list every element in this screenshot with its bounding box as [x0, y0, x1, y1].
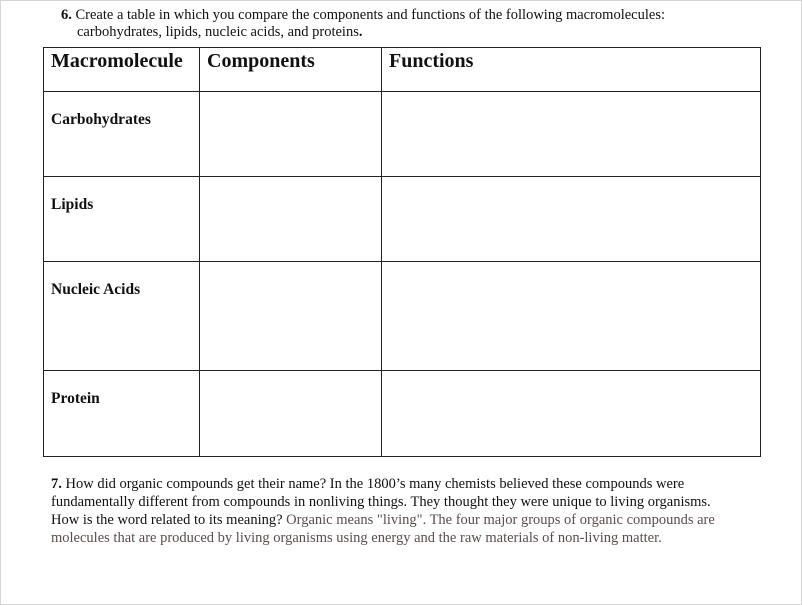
question-6-line2: carbohydrates, lipids, nucleic acids, and proteins [77, 24, 359, 40]
question-7 [51, 475, 751, 547]
table-header-row [44, 48, 761, 92]
question-7-text-block [51, 475, 751, 511]
table-row [44, 177, 761, 262]
question-6-period: . [358, 24, 363, 40]
row-label-protein: Protein [44, 371, 200, 457]
row-label-lipids: Lipids [44, 177, 200, 262]
question-7-prompt: How is the word related to its meaning? [51, 512, 283, 528]
macromolecule-table [43, 47, 761, 457]
table-row [44, 371, 761, 457]
table-row [44, 262, 761, 371]
cell-components-protein[interactable] [200, 371, 382, 457]
cell-functions-nucleic-acids[interactable] [382, 262, 761, 371]
question-6-line1: Create a table in which you compare the components and functions of the following macromolecules: [75, 7, 665, 23]
row-label-nucleic-acids: Nucleic Acids [44, 262, 200, 371]
cell-functions-protein[interactable] [382, 371, 761, 457]
table-row [44, 92, 761, 177]
question-7-answer-block [51, 511, 751, 547]
question-7-number: 7. [51, 476, 62, 492]
header-functions: Functions [382, 48, 761, 92]
question-7-answer[interactable]: Organic means "living". The four major groups of organic compounds are molecules that are produced by living organisms using energy and the raw materials of non-living matter. [51, 512, 715, 546]
cell-components-nucleic-acids[interactable] [200, 262, 382, 371]
row-label-carbohydrates: Carbohydrates [44, 92, 200, 177]
question-7-text: How did organic compounds get their name? In the 1800’s many chemists believed these compounds were fundamentally different from compounds in nonliving things. They thought they were unique to living organisms. [51, 476, 711, 510]
question-6 [61, 7, 761, 41]
cell-components-lipids[interactable] [200, 177, 382, 262]
cell-components-carbohydrates[interactable] [200, 92, 382, 177]
question-6-line2-wrap [61, 24, 761, 41]
question-6-number: 6. [61, 7, 72, 23]
header-macromolecule: Macromolecule [44, 48, 200, 92]
cell-functions-carbohydrates[interactable] [382, 92, 761, 177]
header-components: Components [200, 48, 382, 92]
cell-functions-lipids[interactable] [382, 177, 761, 262]
